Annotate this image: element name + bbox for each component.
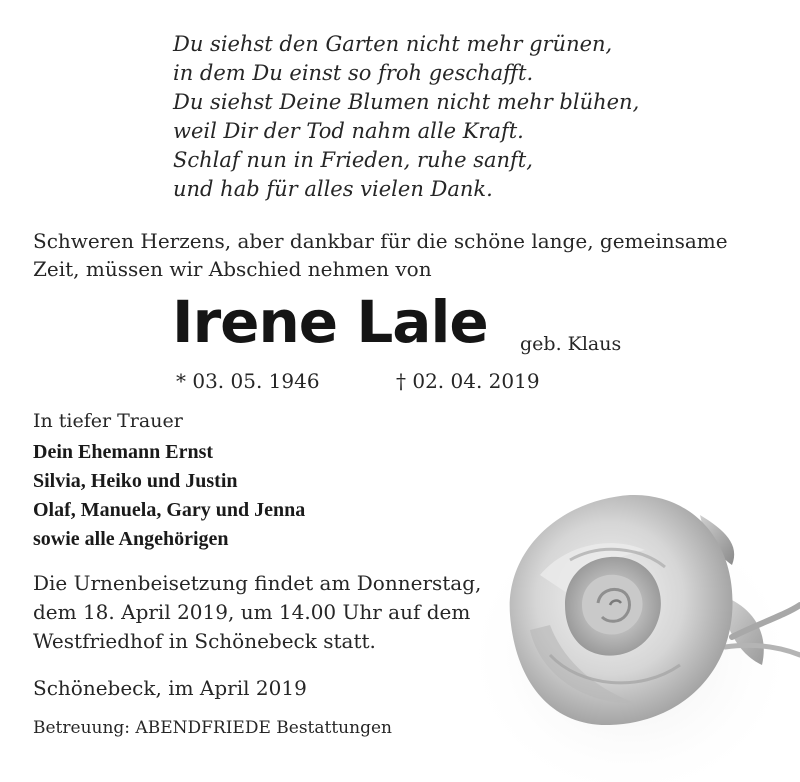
poem-line: weil Dir der Tod nahm alle Kraft. xyxy=(173,119,524,143)
mourner: Dein Ehemann Ernst xyxy=(33,441,214,463)
poem-line: Schlaf nun in Frieden, ruhe sanft, xyxy=(173,148,533,172)
poem-line: in dem Du einst so froh geschafft. xyxy=(173,61,534,85)
mourner: Silvia, Heiko und Justin xyxy=(33,470,238,492)
funeral-line: Westfriedhof in Schönebeck statt. xyxy=(33,629,376,653)
funeral-home-credit: Betreuung: ABENDFRIEDE Bestattungen xyxy=(33,718,392,738)
poem-line: Du siehst Deine Blumen nicht mehr blühen, xyxy=(173,90,640,114)
funeral-info xyxy=(33,569,481,656)
funeral-line: dem 18. April 2019, um 14.00 Uhr auf dem xyxy=(33,600,471,624)
poem-line: Du siehst den Garten nicht mehr grünen, xyxy=(173,32,613,56)
mourners-list xyxy=(33,438,305,554)
maiden-name: geb. Klaus xyxy=(520,333,622,355)
intro-line: Zeit, müssen wir Abschied nehmen von xyxy=(33,257,432,281)
mourner: sowie alle Angehörigen xyxy=(33,528,229,550)
poem xyxy=(173,30,639,204)
death-date: † 02. 04. 2019 xyxy=(396,369,540,393)
poem-line: und hab für alles vielen Dank. xyxy=(173,177,493,201)
rose-image xyxy=(470,455,800,782)
deceased-name: Irene Lale xyxy=(172,288,488,356)
birth-date: * 03. 05. 1946 xyxy=(176,369,320,393)
mourning-label: In tiefer Trauer xyxy=(33,410,183,432)
intro-line: Schweren Herzens, aber dankbar für die schöne lange, gemeinsame xyxy=(33,229,728,253)
mourner: Olaf, Manuela, Gary und Jenna xyxy=(33,499,306,521)
funeral-line: Die Urnenbeisetzung findet am Donnerstag, xyxy=(33,571,482,595)
place-date: Schönebeck, im April 2019 xyxy=(33,676,307,700)
intro-text xyxy=(33,227,773,283)
